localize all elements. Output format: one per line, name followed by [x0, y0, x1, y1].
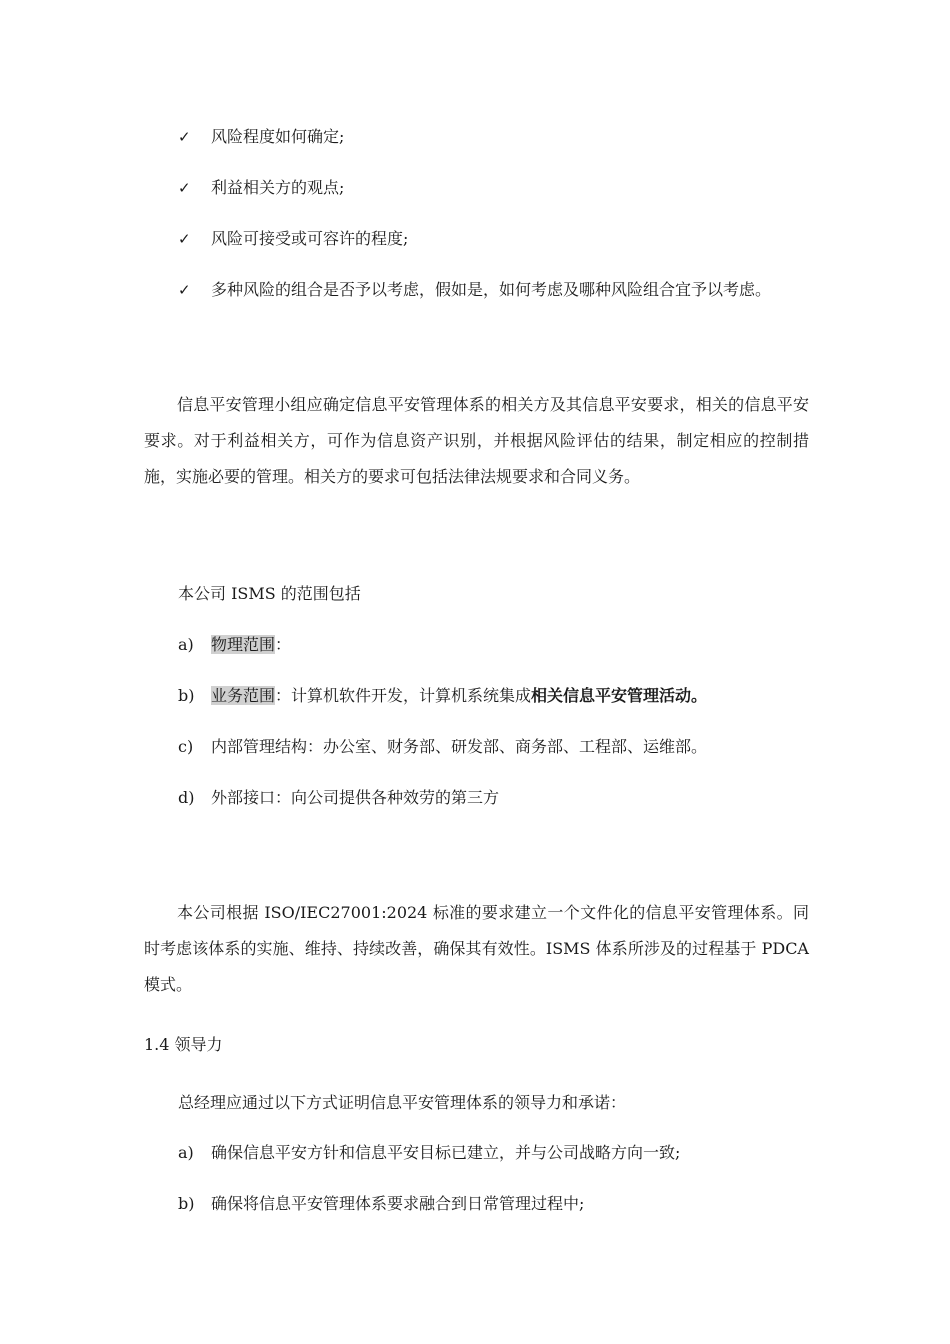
list-item-text: [211, 686, 707, 706]
list-marker: c): [178, 737, 194, 756]
leadership-intro: 总经理应通过以下方式证明信息平安管理体系的领导力和承诺：: [178, 1093, 627, 1112]
stakeholders-paragraph: 信息平安管理小组应确定信息平安管理体系的相关方及其信息平安要求，相关的信息平安要求。对于利益相关方，可作为信息资产识别，并根据风险评估的结果，制定相应的控制措施，实施必要的管理。相关方的要求可包括法律法规要求和合同义务。: [144, 395, 809, 486]
bold-text: 相关信息平安管理活动。: [531, 686, 708, 705]
check-icon: ✓: [178, 179, 191, 197]
list-marker: d): [178, 788, 195, 807]
list-item-text: 确保信息平安方针和信息平安目标已建立，并与公司战略方向一致;: [211, 1143, 681, 1162]
highlighted-label: 物理范围: [211, 635, 276, 654]
highlighted-label: 业务范围: [211, 686, 276, 705]
list-marker: a): [178, 1143, 194, 1162]
list-marker: b): [178, 686, 195, 705]
check-icon: ✓: [178, 281, 191, 299]
section-heading: 1.4 领导力: [144, 1035, 223, 1054]
list-marker: b): [178, 1194, 195, 1213]
list-item-text: 外部接口：向公司提供各种效劳的第三方: [211, 788, 500, 807]
check-icon: ✓: [178, 128, 191, 146]
list-item-text: 确保将信息平安管理体系要求融合到日常管理过程中;: [211, 1194, 585, 1213]
list-item-text: 风险可接受或可容许的程度;: [211, 229, 409, 248]
list-item-text: 风险程度如何确定;: [211, 127, 345, 146]
list-item-text: [211, 635, 291, 655]
item-text: 计算机软件开发，计算机系统集成: [291, 686, 532, 705]
label-separator: ：: [275, 686, 292, 705]
check-icon: ✓: [178, 230, 191, 248]
list-item-text: 多种风险的组合是否予以考虑，假如是，如何考虑及哪种风险组合宜予以考虑。: [211, 280, 772, 299]
standard-paragraph: 本公司根据 ISO/IEC27001:2024 标准的要求建立一个文件化的信息平安管理体系。同时考虑该体系的实施、维持、持续改善，确保其有效性。ISMS 体系所涉及的过程基于 PDCA 模式。: [144, 903, 809, 994]
label-separator: ：: [275, 635, 292, 654]
scope-intro: 本公司 ISMS 的范围包括: [178, 584, 361, 603]
list-marker: a): [178, 635, 194, 654]
list-item-text: 利益相关方的观点;: [211, 178, 345, 197]
list-item-text: 内部管理结构：办公室、财务部、研发部、商务部、工程部、运维部。: [211, 737, 708, 756]
